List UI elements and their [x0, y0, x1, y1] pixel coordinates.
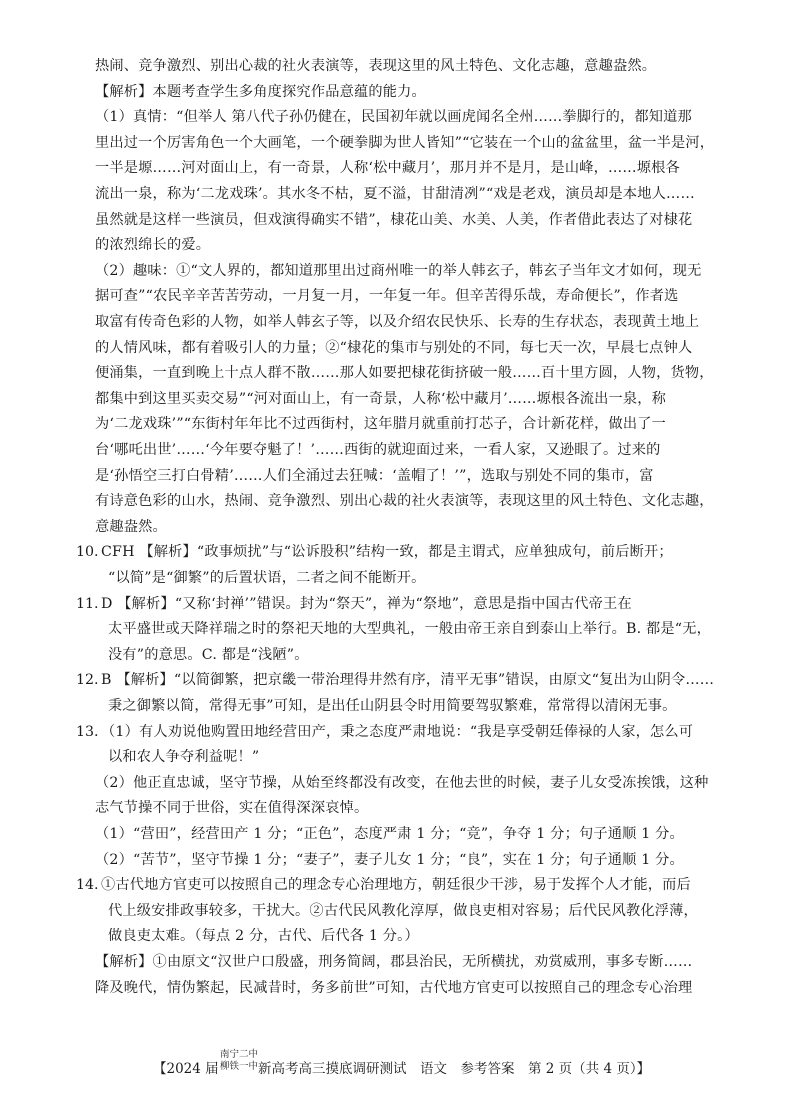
item-number: 13.: [76, 723, 99, 740]
text-line: （2）趣味：①“文人界的，都知道那里出过商州唯一的举人韩玄子，韩玄子当年文才如何，现无: [95, 262, 702, 279]
text-line: （2）“苦节”，坚守节操 1 分；“妻子”，妻子儿女 1 分；“良”，实在 1 分；句子通顺 1 分。: [95, 851, 684, 868]
text-line: 据可查”“农民辛辛苦苦劳动，一月复一月，一年复一年。但辛苦得乐哉，寿命便长”，作者选: [95, 288, 679, 305]
text-line: 便涌集，一直到晚上十点人群不散……那人如要把棣花街挤破一般……百十里方圆，人物，货物，: [95, 365, 714, 382]
footer-year: 【2024 届: [153, 1061, 219, 1077]
text-line: 为‘二龙戏珠’”“东街村年年比不过西街村，这年腊月就重前打芯子，合计新花样，做出了一: [95, 416, 667, 433]
text-line: 的浓烈绵长的爱。: [95, 237, 211, 254]
text-line: 以和农人争夺利益呢！”: [108, 749, 260, 766]
text-line: 里出过一个厉害角色一个大画笔，一个硬拳脚为世人皆知”“它装在一个山的盆盆里，盆一半是河，: [95, 134, 715, 151]
item-number: 14.: [76, 877, 99, 894]
footer-school-bottom: 柳铁一中: [220, 1061, 259, 1072]
item-number: 10.: [76, 544, 99, 561]
text-line: 【解析】①由原文“汉世户口殷盛，刑务简阔，郡县治民，无所横扰，劝赏威刑，事多专断……: [95, 954, 693, 970]
footer-schools: [220, 1049, 258, 1073]
text-line: 有诗意色彩的山水，热闹、竞争激烈、别出心裁的社火表演等，表现这里的风土特色、文化志趣，: [95, 493, 714, 510]
item-number: 11.: [76, 595, 99, 612]
text-line: （1）真情：“但举人 第八代子孙仍健在，民国初年就以画虎闻名全州……拳脚行的，都知道那: [95, 109, 692, 126]
text-line: 取富有传奇色彩的人物，如举人韩玄子等，以及介绍农民快乐、长寿的生存状态，表现黄土地上: [95, 314, 700, 330]
text-line: 一半是塬……河对面山上，有一奇景，人称‘松中藏月’，那月并不是月，是山峰，……塬根各: [95, 160, 680, 177]
footer-title: 新高考高三摸底调研测试 语文 参考答案 第 2 页（共 4 页）】: [258, 1061, 651, 1077]
text-line: 的人情风味，都有着吸引人的力量；②“棣花的集市与别处的不同，每七天一次，早晨七点钟人: [95, 339, 693, 356]
text-line: 【解析】本题考查学生多角度探究作品意蕴的能力。: [95, 83, 426, 100]
text-line: 是‘孙悟空三打白骨精’……人们全涌过去狂喊：‘盖帽了！’”，选取与别处不同的集市，富: [95, 467, 654, 484]
text-line: 台‘哪吒出世’……‘今年要夺魁了！’……西街的就迎面过来，一看人家，又逊眼了。过来的: [95, 442, 661, 458]
text-line: 没有”的意思。C. 都是“浅陋”。: [108, 646, 309, 663]
text-line: 都集中到这里买卖交易”“河对面山上，有一奇景，人称‘松中藏月’……塬根各流出一泉，称: [95, 390, 667, 407]
text-line: CFH 【解析】“政事烦扰”与“讼诉股积”结构一致，都是主谓式，应单独成句，前后断开；: [101, 544, 673, 561]
text-line: 做良吏太难。（每点 2 分，古代、后代各 1 分。）: [108, 928, 419, 945]
text-line: 流出一泉，称为‘二龙戏珠’。其水冬不枯，夏不溢，甘甜清冽”“戏是老戏，演员却是本地人……: [95, 186, 695, 202]
text-line: 虽然就是这样一些演员，但戏演得确实不错”，棣花山美、水美、人美，作者借此表达了对棣花: [95, 211, 693, 228]
text-line: 意趣盎然。: [95, 518, 167, 535]
text-line: 热闹、竞争激烈、别出心裁的社火表演等，表现这里的风土特色、文化志趣，意趣盎然。: [95, 58, 657, 74]
text-line: （2）他正直忠诚，坚守节操，从始至终都没有改变，在他去世的时候，妻子儿女受冻挨饿，这种: [95, 774, 709, 791]
text-line: ①古代地方官吏可以按照自己的理念专心治理地方，朝廷很少干涉，易于发挥个人才能，而后: [101, 877, 691, 894]
item-number: 12.: [76, 672, 99, 689]
text-line: D 【解析】“又称‘封禅’”错误。封为“祭天”，禅为“祭地”，意思是指中国古代帝王在: [101, 595, 632, 612]
text-line: 代上级安排政事较多，干扰大。②古代民风教化淳厚，做良吏相对容易；后代民风教化浮薄，: [108, 902, 698, 919]
text-line: 志气节操不同于世俗，实在值得深深哀悼。: [95, 800, 369, 817]
text-line: 秉之御繁以简，常得无事”可知，是出任山阴县令时用简要驾驭繁难，常常得以清闲无事。: [108, 698, 677, 714]
text-line: 降及晚代，情伪繁起，民减昔时，务多前世”可知，古代地方官吏可以按照自己的理念专心治理: [95, 979, 693, 996]
text-line: B 【解析】“以简御繁，把京畿一带治理得井然有序，清平无事”错误，由原文“复出为山阴令……: [101, 672, 715, 689]
text-line: （1）“营田”，经营田产 1 分；“正色”，态度严肃 1 分；“竞”，争夺 1 分；句子通顺 1 分。: [95, 826, 684, 842]
page-footer: [0, 1048, 789, 1084]
footer-school-top: 南宁二中: [220, 1049, 259, 1060]
text-line: （1）有人劝说他购置田地经营田产，秉之态度严肃地说：“我是享受朝廷俸禄的人家，怎么可: [101, 723, 694, 740]
text-line: “以简”是“御繁”的后置状语，二者之间不能断开。: [108, 570, 426, 586]
text-line: 太平盛世或天降祥瑞之时的祭祀天地的大型典礼，一般由帝王亲自到泰山上举行。B. 都是“无，: [108, 621, 712, 638]
